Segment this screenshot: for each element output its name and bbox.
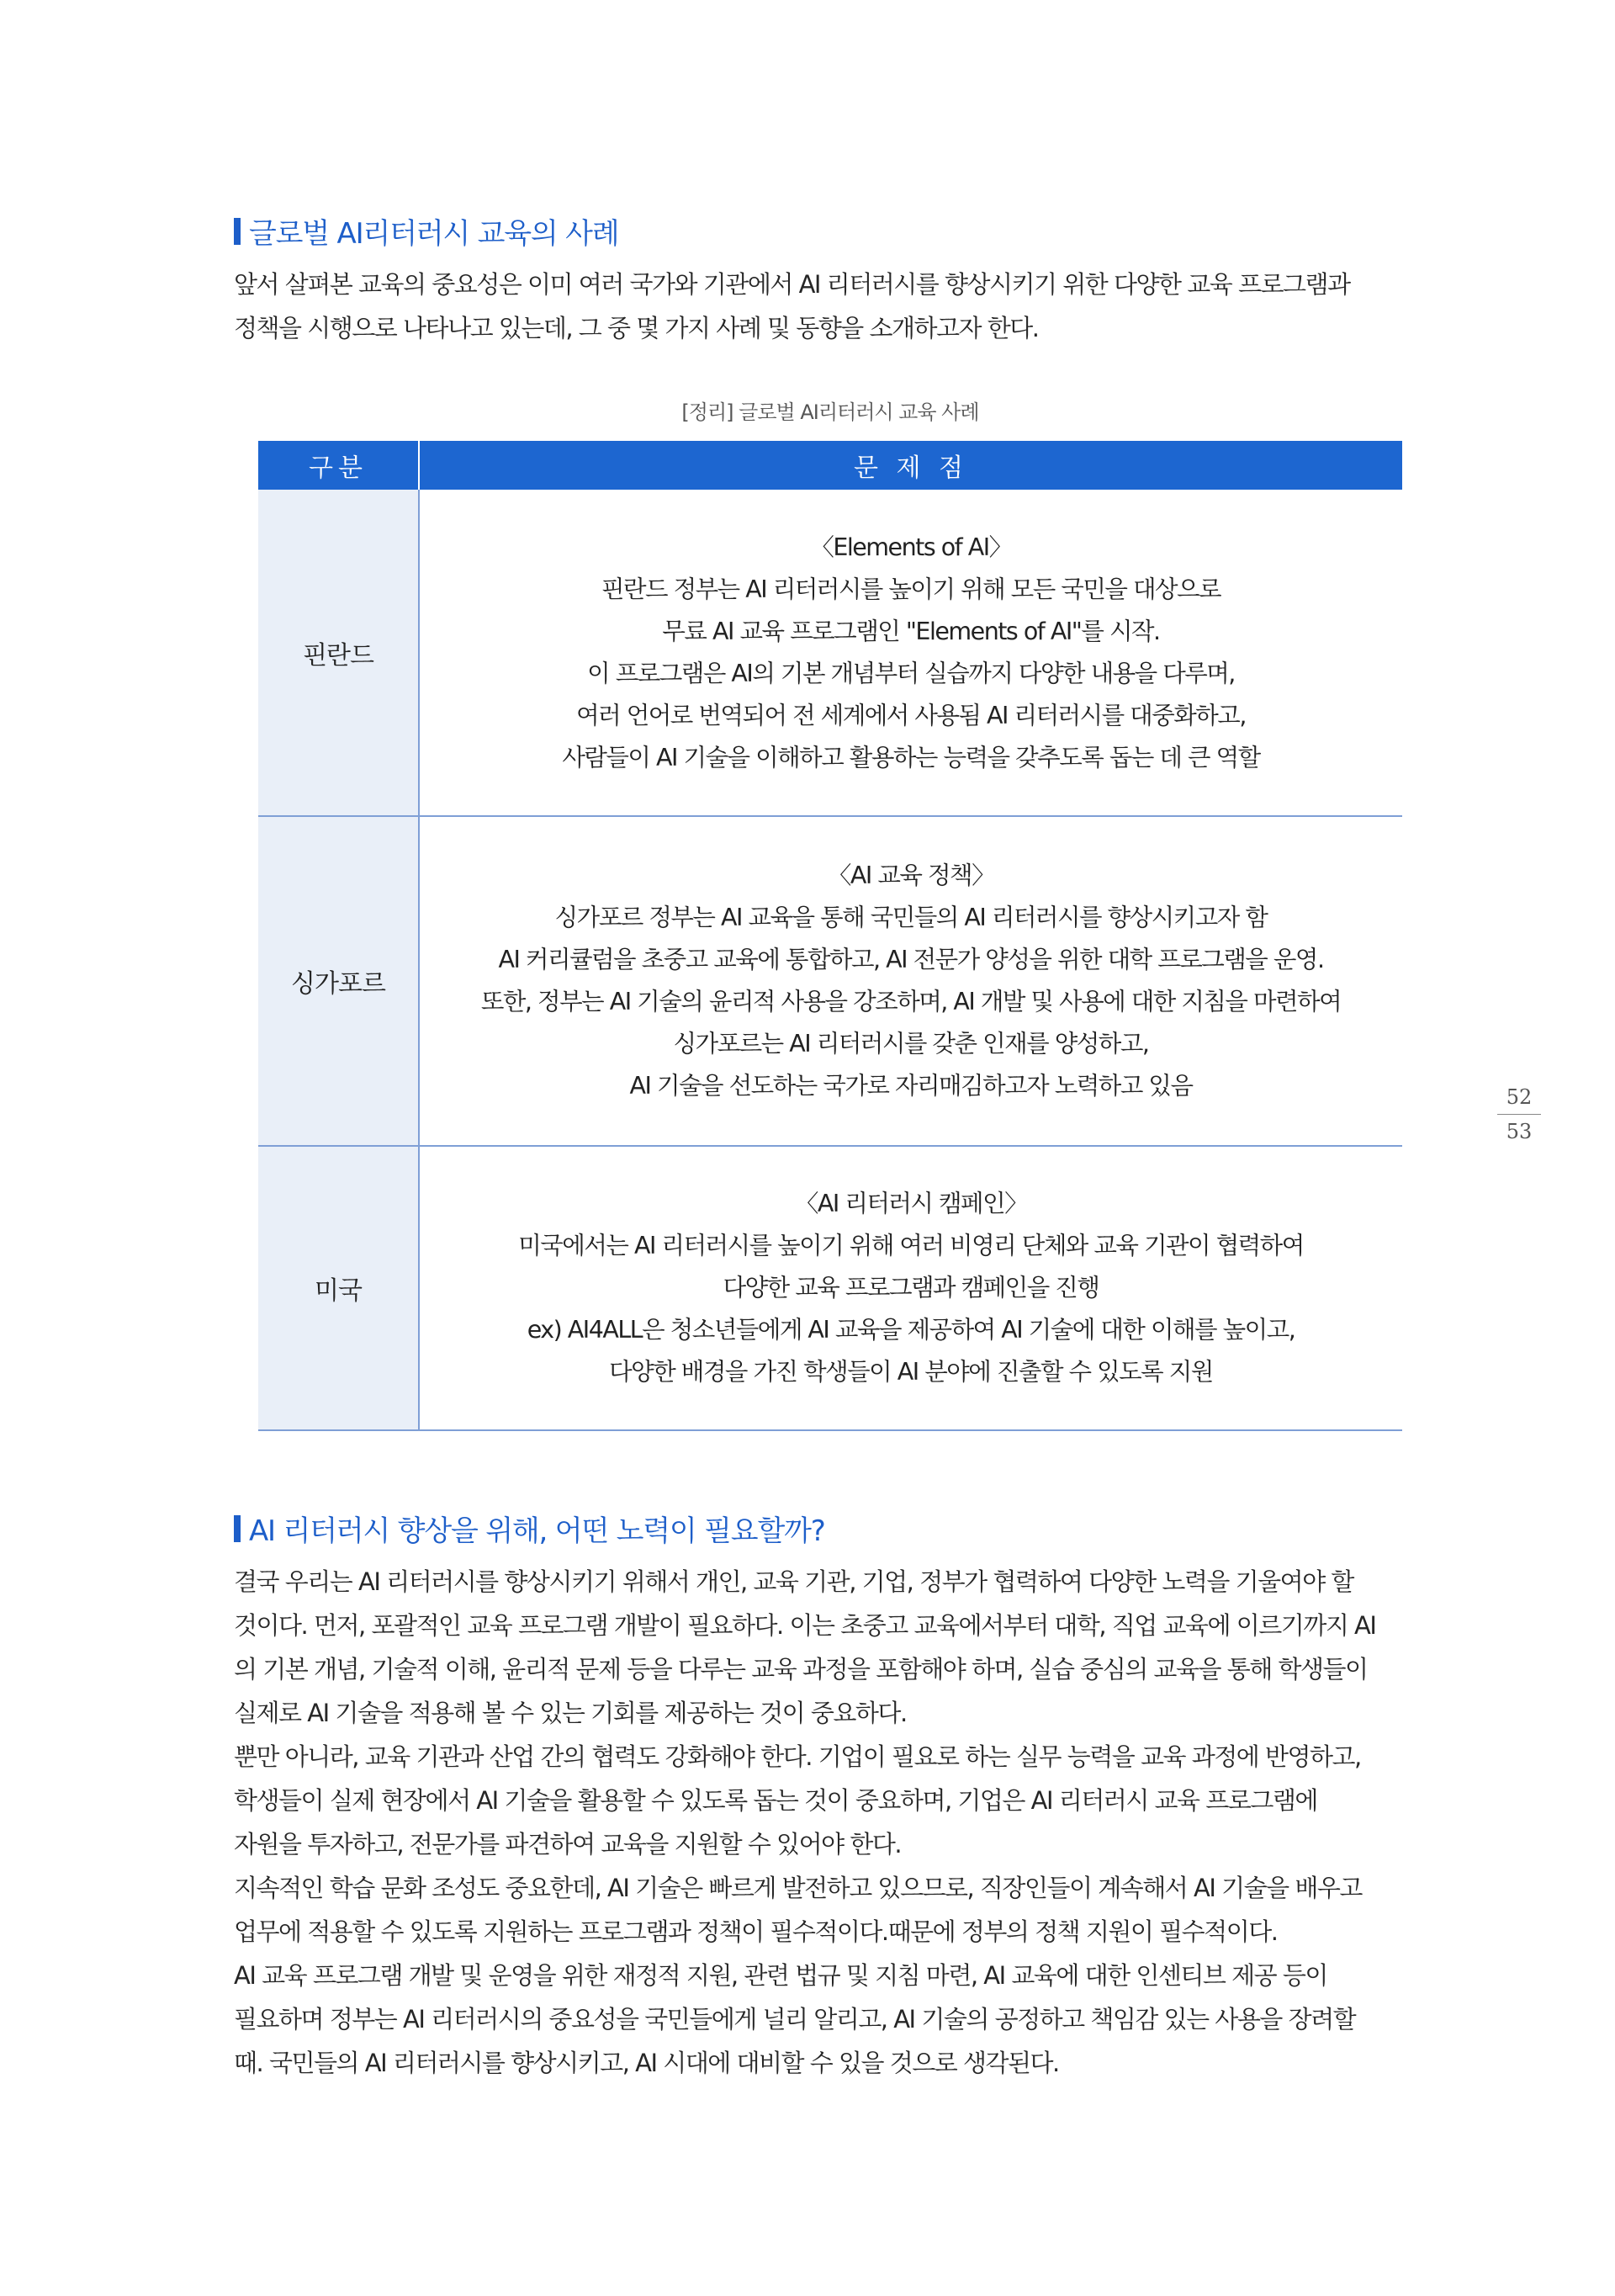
desc-line: 싱가포르 정부는 AI 교육을 통해 국민들의 AI 리터러시를 향상시키고자 함 (554, 904, 1268, 931)
desc-line: ex) AI4ALL은 청소년들에게 AI 교육을 제공하여 AI 기술에 대한 이해를 높이고, (527, 1316, 1295, 1344)
paragraph-line: 것이다. 먼저, 포괄적인 교육 프로그램 개발이 필요하다. 이는 초중고 교육에서부터 대학, 직업 교육에 이르기까지 AI (234, 1611, 1376, 1640)
table-row-singapore (258, 816, 1402, 1146)
section-title-text: AI 리터러시 향상을 위해, 어떤 노력이 필요할까? (249, 1514, 825, 1548)
row-description (419, 490, 1402, 816)
paragraph-line: 뿐만 아니라, 교육 기관과 산업 간의 협력도 강화해야 한다. 기업이 필요로 하는 실무 능력을 교육 과정에 반영하고, (234, 1742, 1361, 1771)
table-header-row (258, 441, 1402, 490)
header-category: 구분 (258, 441, 419, 490)
page-number (1497, 1084, 1541, 1145)
paragraph-line: 자원을 투자하고, 전문가를 파견하여 교육을 지원할 수 있어야 한다. (234, 1830, 902, 1859)
paragraph-line: 실제로 AI 기술을 적용해 볼 수 있는 기회를 제공하는 것이 중요하다. (234, 1699, 907, 1727)
intro-paragraph (234, 262, 1430, 350)
section-title-ai-literacy-efforts (234, 1508, 825, 1549)
desc-line: 다양한 교육 프로그램과 캠페인을 진행 (723, 1274, 1099, 1302)
page-number-right: 53 (1506, 1120, 1533, 1143)
desc-line: 싱가포르는 AI 리터러시를 갖춘 인재를 양성하고, (673, 1030, 1149, 1058)
row-category: 핀란드 (258, 490, 419, 816)
section-title-text: 글로벌 AI리터러시 교육의 사례 (249, 217, 619, 251)
desc-line: 사람들이 AI 기술을 이해하고 활용하는 능력을 갖추도록 돕는 데 큰 역할 (562, 743, 1260, 772)
paragraph-line: 의 기본 개념, 기술적 이해, 윤리적 문제 등을 다루는 교육 과정을 포함해야 하며, 실습 중심의 교육을 통해 학생들이 (234, 1655, 1368, 1684)
desc-line: 미국에서는 AI 리터러시를 높이기 위해 여러 비영리 단체와 교육 기관이 협력하여 (518, 1232, 1304, 1259)
desc-line: 〈Elements of AI〉 (810, 533, 1012, 561)
paragraph-line: AI 교육 프로그램 개발 및 운영을 위한 재정적 지원, 관련 법규 및 지침 마련, AI 교육에 대한 인센티브 제공 등이 (234, 1961, 1327, 1990)
cases-table (258, 441, 1402, 1431)
table-row-usa (258, 1146, 1402, 1430)
desc-line: 무료 AI 교육 프로그램인 "Elements of AI"를 시작. (662, 617, 1160, 645)
row-description (419, 1146, 1402, 1430)
page-number-left: 52 (1506, 1085, 1533, 1109)
paragraph-line: 정책을 시행으로 나타나고 있는데, 그 중 몇 가지 사례 및 동향을 소개하고자 한다. (234, 314, 1039, 342)
paragraph-line: 결국 우리는 AI 리터러시를 향상시키기 위해서 개인, 교육 기관, 기업, 정부가 협력하여 다양한 노력을 기울여야 할 (234, 1567, 1353, 1596)
paragraph-line: 업무에 적용할 수 있도록 지원하는 프로그램과 정책이 필수적이다.때문에 정부의 정책 지원이 필수적이다. (234, 1917, 1278, 1946)
paragraph-line: 지속적인 학습 문화 조성도 중요한데, AI 기술은 빠르게 발전하고 있으므로, 직장인들이 계속해서 AI 기술을 배우고 (234, 1874, 1362, 1902)
desc-line: 여러 언어로 번역되어 전 세계에서 사용됨 AI 리터러시를 대중화하고, (576, 701, 1246, 729)
desc-line: 〈AI 리터러시 캠페인〉 (794, 1190, 1028, 1217)
body-paragraph (234, 1560, 1430, 2085)
desc-line: 또한, 정부는 AI 기술의 윤리적 사용을 강조하며, AI 개발 및 사용에 대한 지침을 마련하여 (480, 988, 1342, 1015)
desc-line: AI 커리큘럼을 초중고 교육에 통합하고, AI 전문가 양성을 위한 대학 프로그램을 운영. (498, 946, 1324, 973)
title-bar-marker (234, 218, 241, 245)
row-description (419, 816, 1402, 1146)
paragraph-line: 때. 국민들의 AI 리터러시를 향상시키고, AI 시대에 대비할 수 있을 것으로 생각된다. (234, 2049, 1059, 2077)
desc-line: 핀란드 정부는 AI 리터러시를 높이기 위해 모든 국민을 대상으로 (601, 575, 1221, 603)
desc-line: 〈AI 교육 정책〉 (827, 862, 995, 889)
header-content: 문 제 점 (419, 441, 1402, 490)
table-row-finland (258, 490, 1402, 816)
page-number-divider (1497, 1114, 1541, 1115)
row-category: 싱가포르 (258, 816, 419, 1146)
paragraph-line: 학생들이 실제 현장에서 AI 기술을 활용할 수 있도록 돕는 것이 중요하며, 기업은 AI 리터러시 교육 프로그램에 (234, 1786, 1317, 1815)
section-title-global-cases (234, 210, 618, 252)
paragraph-line: 앞서 살펴본 교육의 중요성은 이미 여러 국가와 기관에서 AI 리터러시를 향상시키기 위한 다양한 교육 프로그램과 (234, 270, 1350, 299)
desc-line: 다양한 배경을 가진 학생들이 AI 분야에 진출할 수 있도록 지원 (609, 1358, 1213, 1386)
desc-line: 이 프로그램은 AI의 기본 개념부터 실습까지 다양한 내용을 다루며, (587, 659, 1235, 687)
paragraph-line: 필요하며 정부는 AI 리터러시의 중요성을 국민들에게 널리 알리고, AI 기술의 공정하고 책임감 있는 사용을 장려할 (234, 2005, 1356, 2034)
row-category: 미국 (258, 1146, 419, 1430)
table-caption: [정리] 글로벌 AI리터러시 교육 사례 (681, 400, 979, 424)
title-bar-marker (234, 1515, 241, 1542)
desc-line: AI 기술을 선도하는 국가로 자리매김하고자 노력하고 있음 (629, 1072, 1193, 1100)
